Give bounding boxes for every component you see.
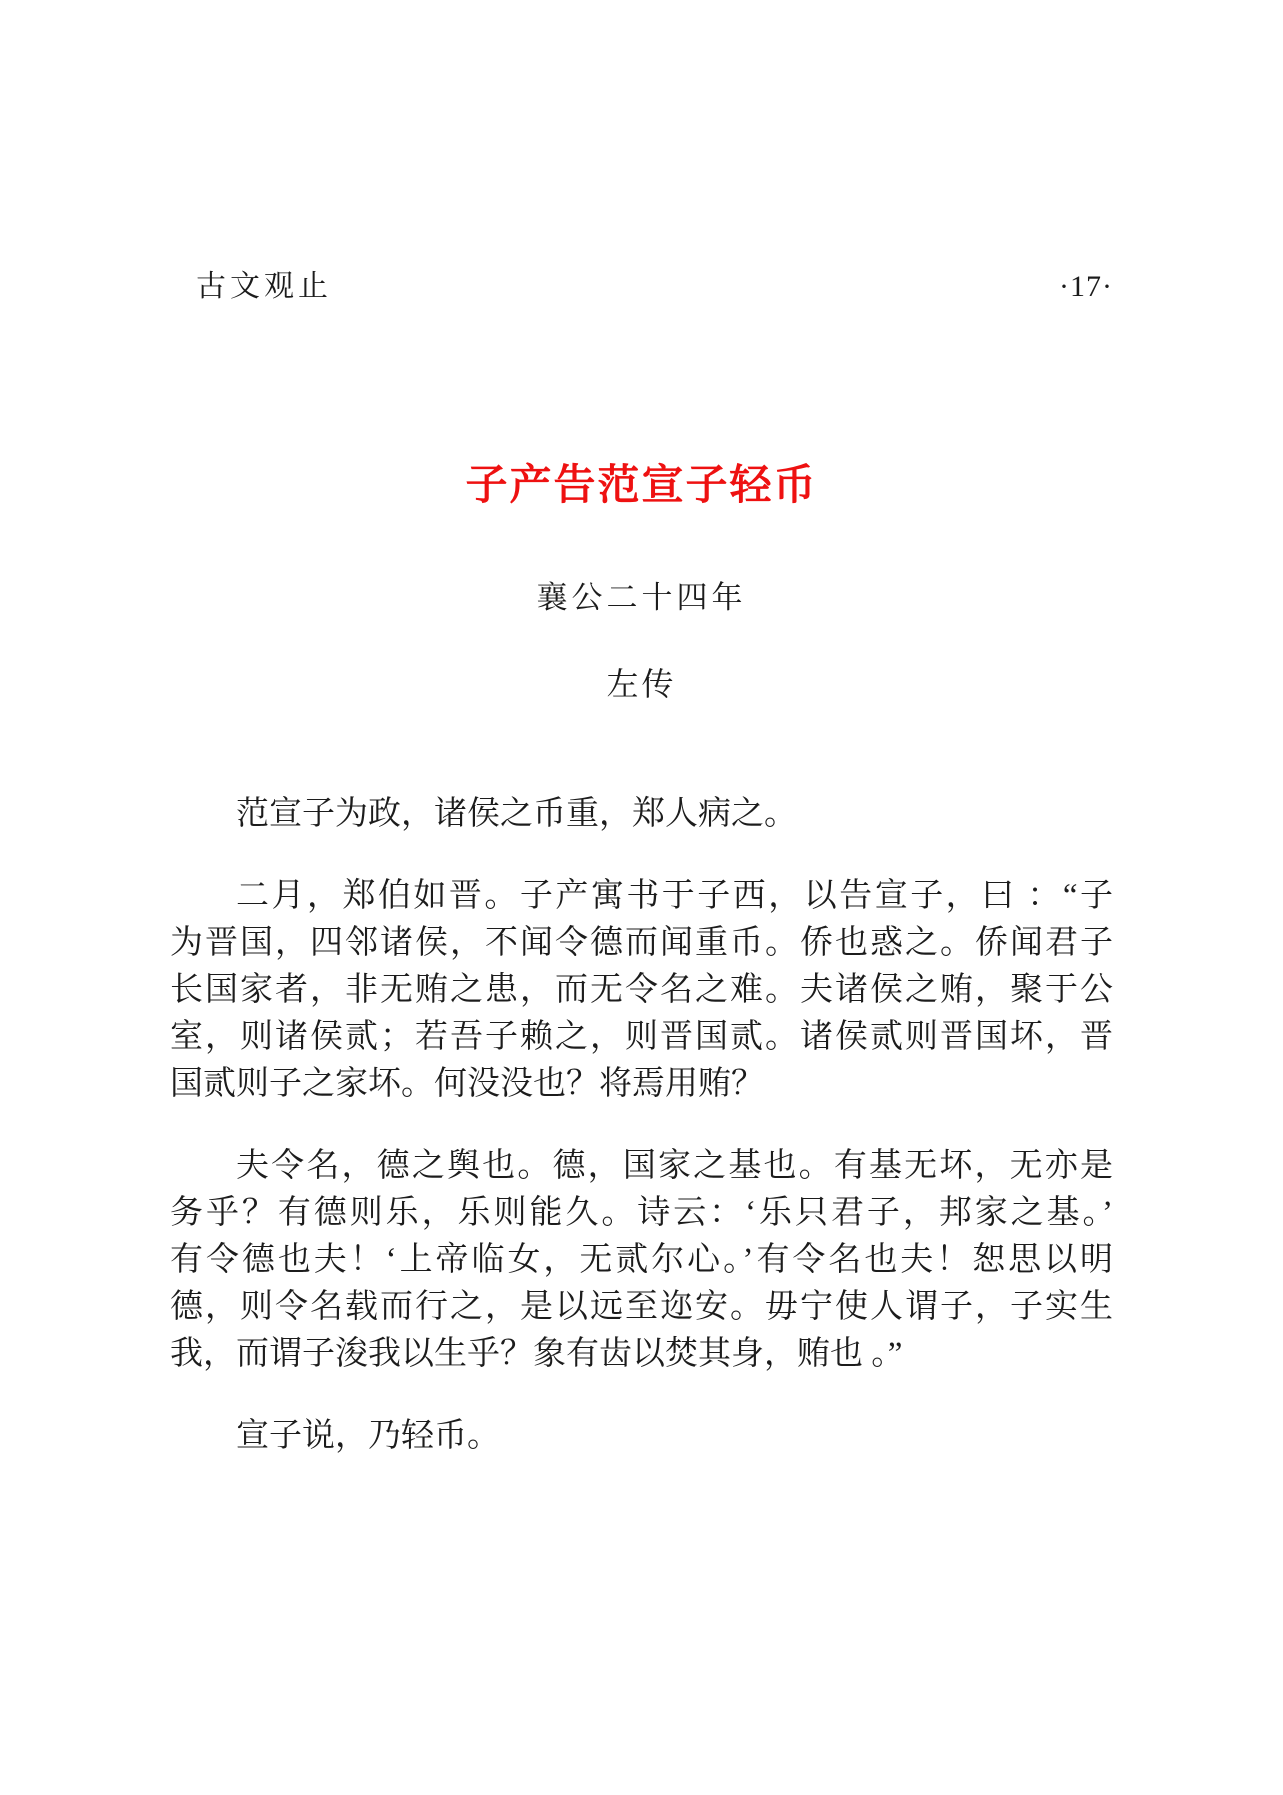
article-source: 左传 xyxy=(606,666,677,702)
text-line: 室，则诸侯贰；若吾子赖之，则晋国贰。诸侯贰则晋国坏，晋 xyxy=(170,1019,1113,1055)
text-line: 范宣子为政，诸侯之币重，郑人病之。 xyxy=(236,796,797,832)
text-line: 长国家者，非无贿之患，而无令名之难。夫诸侯之贿，聚于公 xyxy=(170,972,1113,1008)
book-title: 古文观止 xyxy=(196,270,332,303)
page-number: ·17· xyxy=(1059,270,1113,303)
text-line: 二月，郑伯如晋。子产寓书于子西，以告宣子，曰 ：“子 xyxy=(236,878,1113,914)
text-line: 国贰则子之家坏。何没没也？将焉用贿？ xyxy=(170,1066,764,1102)
text-line: 为晋国，四邻诸侯，不闻令德而闻重币。侨也惑之。侨闻君子 xyxy=(170,925,1113,961)
text-line: 宣子说，乃轻币。 xyxy=(236,1418,500,1454)
text-line: 务乎？有德则乐，乐则能久。诗云：‘乐只君子，邦家之基。’ xyxy=(170,1195,1113,1231)
page-header xyxy=(170,0,1113,302)
text-line: 德，则令名载而行之，是以远至迩安。毋宁使人谓子，子实生 xyxy=(170,1289,1113,1325)
paragraph xyxy=(170,1413,1113,1460)
paragraph xyxy=(170,791,1113,838)
article-title: 子产告范宣子轻币 xyxy=(465,461,818,508)
paragraph xyxy=(170,873,1113,1108)
text-line: 我，而谓子浚我以生乎？象有齿以焚其身，贿也 。” xyxy=(170,1336,903,1372)
article-body xyxy=(170,791,1113,1460)
paragraph xyxy=(170,1143,1113,1378)
article-subtitle: 襄公二十四年 xyxy=(536,580,747,615)
text-line: 夫令名，德之舆也。德，国家之基也。有基无坏，无亦是 xyxy=(236,1148,1113,1184)
text-line: 有令德也夫！‘上帝临女，无贰尔心。’有令名也夫！恕思以明 xyxy=(170,1242,1113,1278)
